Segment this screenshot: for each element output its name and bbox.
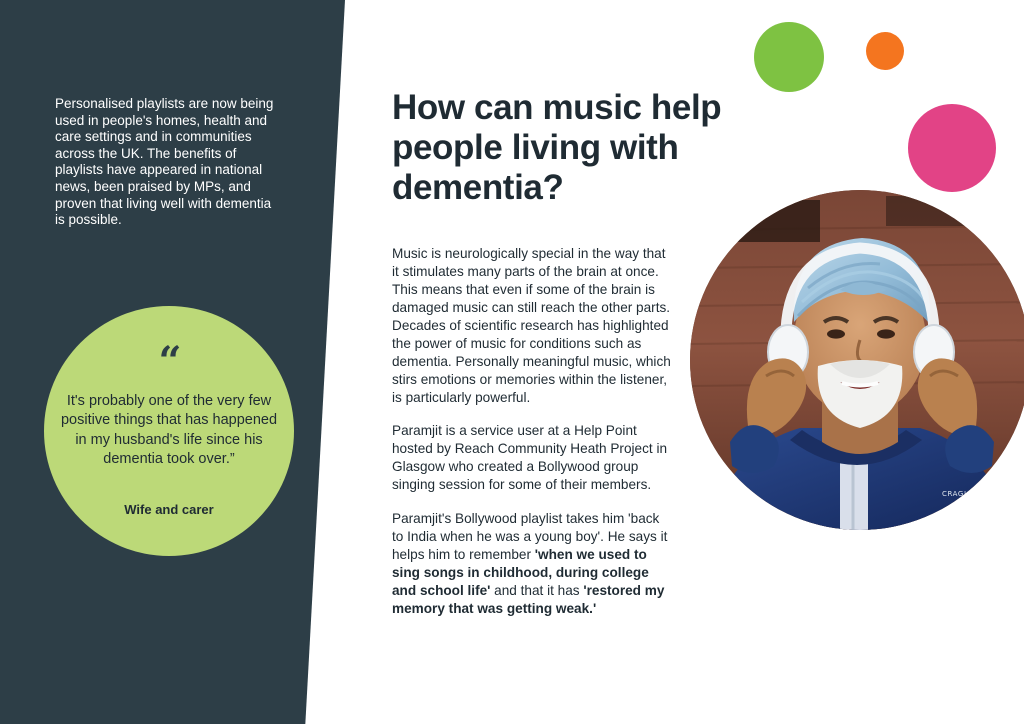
body-copy [392, 245, 674, 618]
portrait-photo [690, 190, 1024, 530]
svg-text:CRAGHOPPERS: CRAGHOPPERS [942, 490, 1002, 498]
paragraph-music-neurology: Music is neurologically special in the way that it stimulates many parts of the brain at once. This means that even if some of the brain is damaged music can still reach the other parts. Decades of scientific research has highlighted the power of music for conditions such as dementia. Personally meaningful music, which stirs emotions or memories within the listener, is particularly powerful. [392, 246, 671, 405]
quote-mark-icon: “ [158, 338, 180, 385]
emphasised-quote: 'when we used to sing songs in childhood, during college and school life' [392, 547, 649, 598]
quote-attribution: Wife and carer [124, 502, 214, 517]
green-circle-decoration [754, 22, 824, 92]
quote-card [44, 306, 294, 556]
page-title: How can music help people living with dementia? [392, 88, 722, 207]
orange-circle-decoration [866, 32, 904, 70]
emphasised-quote: 'restored my memory that was getting weak.' [392, 582, 665, 616]
paragraph-paramjit-playlist: Paramjit's Bollywood playlist takes him 'back to India when he was a young boy'. He says it helps him to remember 'when we used to sing songs in childhood, during college and school life' and that it has 'restored my memory that was getting weak.' [392, 511, 668, 616]
paragraph-paramjit-intro: Paramjit is a service user at a Help Point hosted by Reach Community Heath Project in Glasgow who created a Bollywood group singing session for some of their members. [392, 423, 668, 493]
quote-text: It's probably one of the very few positive things that has happened in my husband's life since his dementia took over.” [60, 393, 278, 468]
intro-paragraph: Personalised playlists are now being used in people's homes, health and care settings and in communities across the UK. The benefits of playlists have appeared in national news, been praised by MPs, and proven that living well with dementia is possible. [55, 96, 274, 228]
pink-circle-decoration [908, 104, 996, 192]
